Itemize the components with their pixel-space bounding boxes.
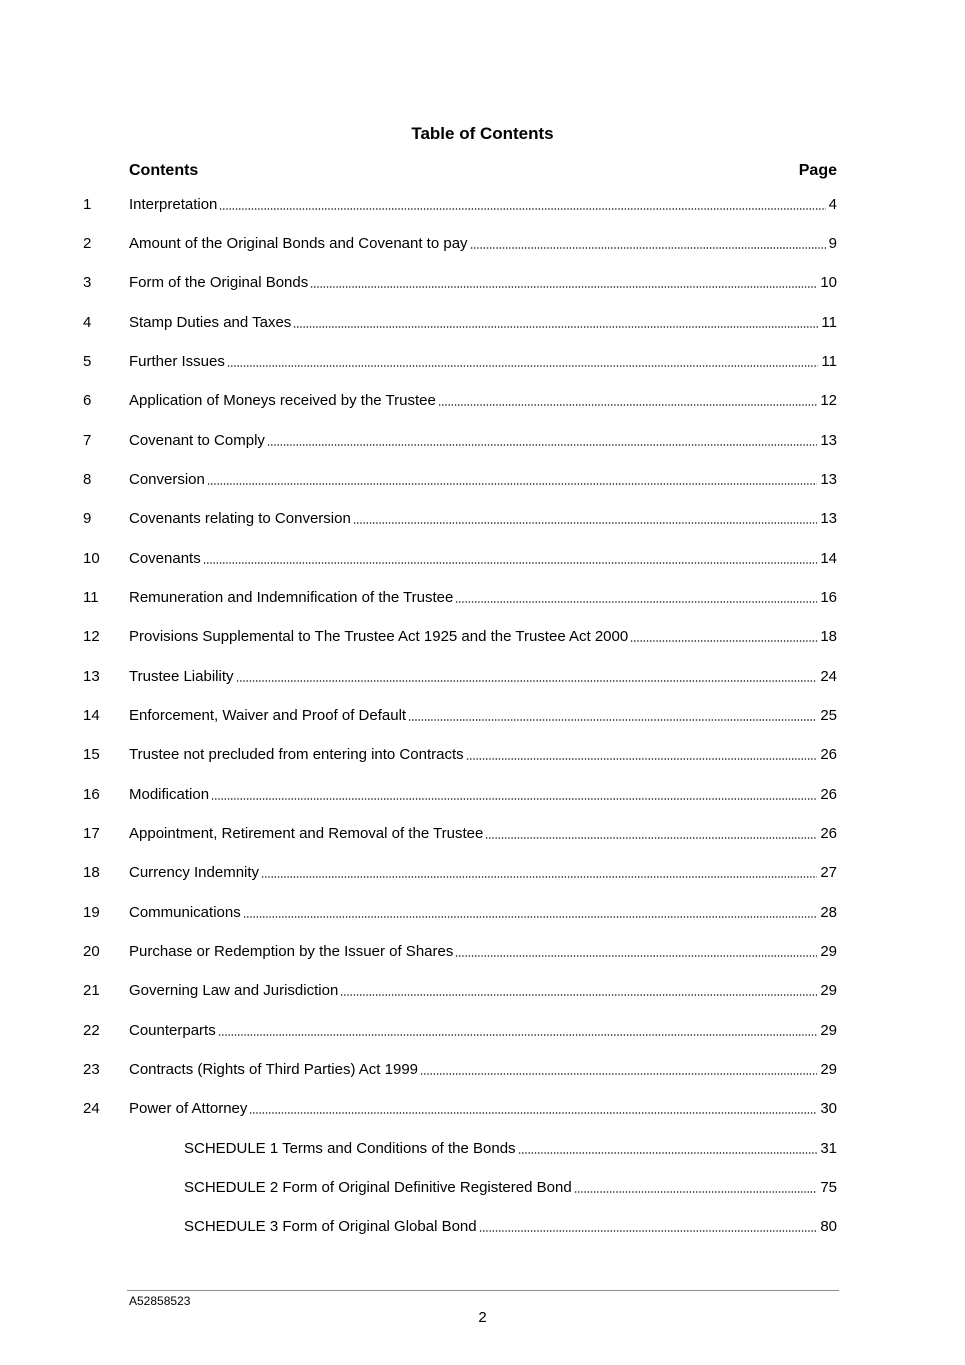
toc-entry[interactable] [0, 862, 965, 884]
toc-entry[interactable] [0, 272, 965, 294]
toc-header [129, 160, 837, 182]
toc-entry-page: 29 [820, 982, 837, 999]
toc-entry-number: 23 [83, 1061, 100, 1078]
page-title: Table of Contents [411, 124, 554, 143]
dot-leader [293, 326, 818, 328]
toc-entry[interactable] [0, 194, 965, 216]
toc-entry-number: 8 [83, 471, 92, 488]
toc-entry-number: 18 [83, 864, 100, 881]
contents-column-header: Contents [129, 162, 199, 179]
toc-entry[interactable] [0, 941, 965, 963]
toc-schedule-label: SCHEDULE 1 Terms and Conditions of the Bonds [184, 1140, 516, 1157]
toc-entry-number: 1 [83, 196, 92, 213]
toc-entry-label: Application of Moneys received by the Trustee [129, 392, 436, 409]
dot-leader [455, 601, 817, 603]
toc-entry-number: 9 [83, 510, 92, 527]
dot-leader [518, 1152, 818, 1154]
toc-entry-label: Covenants relating to Conversion [129, 510, 351, 527]
toc-entry-number: 11 [83, 589, 99, 606]
toc-entry-label: Provisions Supplemental to The Trustee Act 1925 and the Trustee Act 2000 [129, 628, 629, 645]
toc-entry-page: 29 [820, 1022, 837, 1039]
toc-entry[interactable] [0, 980, 965, 1002]
toc-entry[interactable] [0, 312, 965, 334]
toc-entry[interactable] [0, 1059, 965, 1081]
dot-leader [353, 522, 818, 524]
toc-schedule-page: 31 [820, 1140, 837, 1157]
dot-leader [485, 837, 817, 839]
toc-entry-number: 13 [83, 668, 100, 685]
dot-leader [249, 1112, 817, 1114]
dot-leader [574, 1191, 818, 1193]
toc-entry[interactable] [0, 666, 965, 688]
toc-entry-number: 4 [83, 314, 92, 331]
dot-leader [236, 680, 818, 682]
dot-leader [203, 562, 818, 564]
dot-leader [408, 719, 817, 721]
toc-entry-number: 5 [83, 353, 92, 370]
toc-entry-number: 2 [83, 235, 92, 252]
toc-schedule-entry[interactable] [0, 1138, 965, 1160]
toc-entry[interactable] [0, 233, 965, 255]
toc-entry[interactable] [0, 626, 965, 648]
dot-leader [211, 798, 817, 800]
toc-schedule-page: 75 [820, 1179, 837, 1196]
toc-entry[interactable] [0, 430, 965, 452]
page-number: 2 [478, 1309, 487, 1326]
toc-entry-page: 13 [820, 432, 837, 449]
toc-entry-page: 29 [820, 943, 837, 960]
dot-leader [420, 1073, 817, 1075]
toc-entry-number: 24 [83, 1100, 100, 1117]
dot-leader [267, 444, 817, 446]
toc-entry-number: 21 [83, 982, 100, 999]
toc-entry[interactable] [0, 1098, 965, 1120]
dot-leader [466, 758, 818, 760]
toc-entry-page: 18 [820, 628, 837, 645]
toc-entry-label: Power of Attorney [129, 1100, 248, 1117]
toc-entry-number: 22 [83, 1022, 100, 1039]
dot-leader [207, 483, 817, 485]
toc-entry[interactable] [0, 705, 965, 727]
toc-entry-label: Governing Law and Jurisdiction [129, 982, 339, 999]
toc-entry-number: 14 [83, 707, 100, 724]
dot-leader [340, 994, 817, 996]
toc-entry-label: Conversion [129, 471, 205, 488]
dot-leader [438, 404, 817, 406]
toc-entry-page: 26 [820, 746, 837, 763]
toc-schedule-label: SCHEDULE 2 Form of Original Definitive Registered Bond [184, 1179, 572, 1196]
toc-schedule-page: 80 [820, 1218, 837, 1235]
toc-entry-number: 3 [83, 274, 92, 291]
toc-schedule-entry[interactable] [0, 1177, 965, 1199]
toc-entry-page: 13 [820, 510, 837, 527]
toc-entry-label: Modification [129, 786, 210, 803]
toc-entry[interactable] [0, 823, 965, 845]
toc-entry-page: 30 [820, 1100, 837, 1117]
toc-entry-label: Form of the Original Bonds [129, 274, 309, 291]
dot-leader [243, 916, 818, 918]
toc-entry-number: 15 [83, 746, 100, 763]
toc-entry[interactable] [0, 508, 965, 530]
toc-entry-label: Covenants [129, 550, 201, 567]
dot-leader [261, 876, 817, 878]
toc-entry-page: 13 [820, 471, 837, 488]
toc-entry-page: 24 [820, 668, 837, 685]
toc-entry-label: Contracts (Rights of Third Parties) Act 1999 [129, 1061, 419, 1078]
toc-entry-label: Purchase or Redemption by the Issuer of Shares [129, 943, 454, 960]
toc-entry-page: 28 [820, 904, 837, 921]
toc-entry-number: 17 [83, 825, 100, 842]
toc-entry-page: 27 [820, 864, 837, 881]
toc-entry-page: 25 [820, 707, 837, 724]
toc-entry-label: Amount of the Original Bonds and Covenant to pay [129, 235, 468, 252]
toc-entry-page: 11 [821, 314, 837, 331]
dot-leader [219, 208, 825, 210]
dot-leader [455, 955, 817, 957]
toc-entry-label: Further Issues [129, 353, 225, 370]
toc-entry-label: Stamp Duties and Taxes [129, 314, 292, 331]
toc-entry-label: Enforcement, Waiver and Proof of Default [129, 707, 407, 724]
toc-entry-page: 26 [820, 825, 837, 842]
toc-entry-number: 7 [83, 432, 92, 449]
toc-entry[interactable] [0, 587, 965, 609]
dot-leader [227, 365, 819, 367]
toc-entry[interactable] [0, 469, 965, 491]
toc-entry-page: 9 [828, 235, 837, 252]
dot-leader [479, 1230, 818, 1232]
toc-entry-label: Trustee not precluded from entering into Contracts [129, 746, 464, 763]
toc-entry-label: Currency Indemnity [129, 864, 260, 881]
toc-entry-label: Covenant to Comply [129, 432, 265, 449]
dot-leader [630, 640, 817, 642]
toc-entry-label: Interpretation [129, 196, 218, 213]
toc-entry[interactable] [0, 784, 965, 806]
toc-entry-page: 12 [820, 392, 837, 409]
toc-entry-page: 26 [820, 786, 837, 803]
toc-entry-label: Trustee Liability [129, 668, 234, 685]
toc-entry-number: 16 [83, 786, 100, 803]
document-reference: A52858523 [129, 1294, 191, 1308]
toc-entry-label: Appointment, Retirement and Removal of the Trustee [129, 825, 484, 842]
toc-entry[interactable] [0, 351, 965, 373]
toc-entry-number: 10 [83, 550, 100, 567]
toc-schedule-entry[interactable] [0, 1216, 965, 1238]
toc-entry-page: 10 [820, 274, 837, 291]
toc-entry[interactable] [0, 548, 965, 570]
toc-entry-page: 14 [820, 550, 837, 567]
toc-entry[interactable] [0, 902, 965, 924]
toc-entry-label: Communications [129, 904, 241, 921]
toc-entry-label: Counterparts [129, 1022, 216, 1039]
toc-entry-number: 12 [83, 628, 100, 645]
toc-schedule-label: SCHEDULE 3 Form of Original Global Bond [184, 1218, 477, 1235]
toc-entry-page: 11 [821, 353, 837, 370]
toc-entry-number: 20 [83, 943, 100, 960]
toc-entry-page: 29 [820, 1061, 837, 1078]
toc-entry-label: Remuneration and Indemnification of the Trustee [129, 589, 454, 606]
footer-divider [127, 1290, 839, 1291]
toc-entry[interactable] [0, 390, 965, 412]
dot-leader [218, 1034, 818, 1036]
toc-entry[interactable] [0, 1020, 965, 1042]
toc-entry-number: 19 [83, 904, 100, 921]
page-column-header: Page [798, 162, 837, 179]
dot-leader [470, 247, 826, 249]
toc-entry-page: 4 [828, 196, 837, 213]
toc-entry[interactable] [0, 744, 965, 766]
dot-leader [310, 286, 817, 288]
toc-entry-number: 6 [83, 392, 92, 409]
toc-entry-page: 16 [820, 589, 837, 606]
